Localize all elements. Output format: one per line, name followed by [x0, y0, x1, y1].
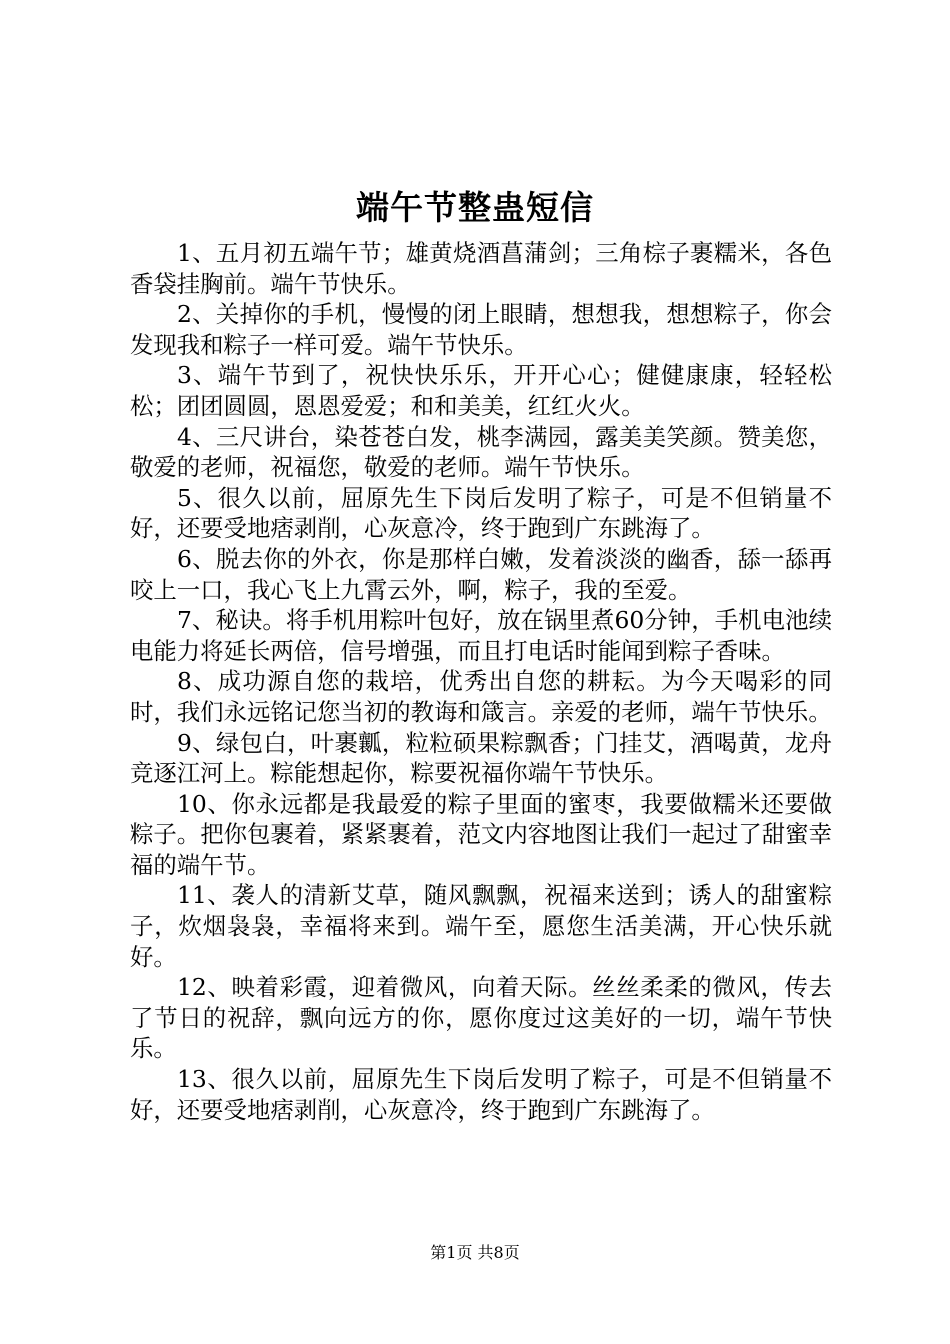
paragraph-3: 3、端午节到了，祝快快乐乐，开开心心；健健康康，轻轻松松；团团圆圆，恩恩爱爱；和和美美，红红火火。	[130, 361, 832, 420]
paragraph-11: 11、袭人的清新艾草，随风飘飘，祝福来送到；诱人的甜蜜粽子，炊烟袅袅，幸福将来到。端午至，愿您生活美满，开心快乐就好。	[130, 881, 832, 971]
document-body	[130, 238, 832, 1125]
document-title: 端午节整蛊短信	[356, 188, 594, 227]
paragraph-4: 4、三尺讲台，染苍苍白发，桃李满园，露美美笑颜。赞美您，敬爱的老师，祝福您，敬爱的老师。端午节快乐。	[130, 422, 832, 482]
paragraph-6: 6、脱去你的外衣，你是那样白嫩，发着淡淡的幽香，舔一舔再咬上一口，我心飞上九霄云外，啊，粽子，我的至爱。	[130, 544, 832, 604]
paragraph-9: 9、绿包白，叶裹瓤，粒粒硕果粽飘香；门挂艾，酒喝黄，龙舟竞逐江河上。粽能想起你，粽要祝福你端午节快乐。	[130, 728, 832, 788]
paragraph-2: 2、关掉你的手机，慢慢的闭上眼睛，想想我，想想粽子，你会发现我和粽子一样可爱。端午节快乐。	[130, 300, 832, 359]
paragraph-12: 12、映着彩霞，迎着微风，向着天际。丝丝柔柔的微风，传去了节日的祝辞，飘向远方的你，愿你度过这美好的一切，端午节快乐。	[130, 973, 832, 1063]
paragraph-1: 1、五月初五端午节；雄黄烧酒菖蒲剑；三角棕子裹糯米，各色香袋挂胸前。端午节快乐。	[130, 239, 832, 298]
paragraph-10: 10、你永远都是我最爱的粽子里面的蜜枣，我要做糯米还要做粽子。把你包裹着，紧紧裹着，范文内容地图让我们一起过了甜蜜幸福的端午节。	[130, 789, 832, 879]
page-footer: 第1页 共8页	[430, 1243, 520, 1262]
paragraph-7: 7、秘诀。将手机用粽叶包好，放在锅里煮60分钟，手机电池续电能力将延长两倍，信号增强，而且打电话时能闻到粽子香味。	[130, 606, 832, 665]
paragraph-5: 5、很久以前，屈原先生下岗后发明了粽子，可是不但销量不好，还要受地痞剥削，心灰意冷，终于跑到广东跳海了。	[130, 483, 832, 543]
paragraph-13: 13、很久以前，屈原先生下岗后发明了粽子，可是不但销量不好，还要受地痞剥削，心灰意冷，终于跑到广东跳海了。	[130, 1065, 832, 1124]
paragraph-8: 8、成功源自您的栽培，优秀出自您的耕耘。为今天喝彩的同时，我们永远铭记您当初的教诲和箴言。亲爱的老师，端午节快乐。	[130, 667, 832, 726]
